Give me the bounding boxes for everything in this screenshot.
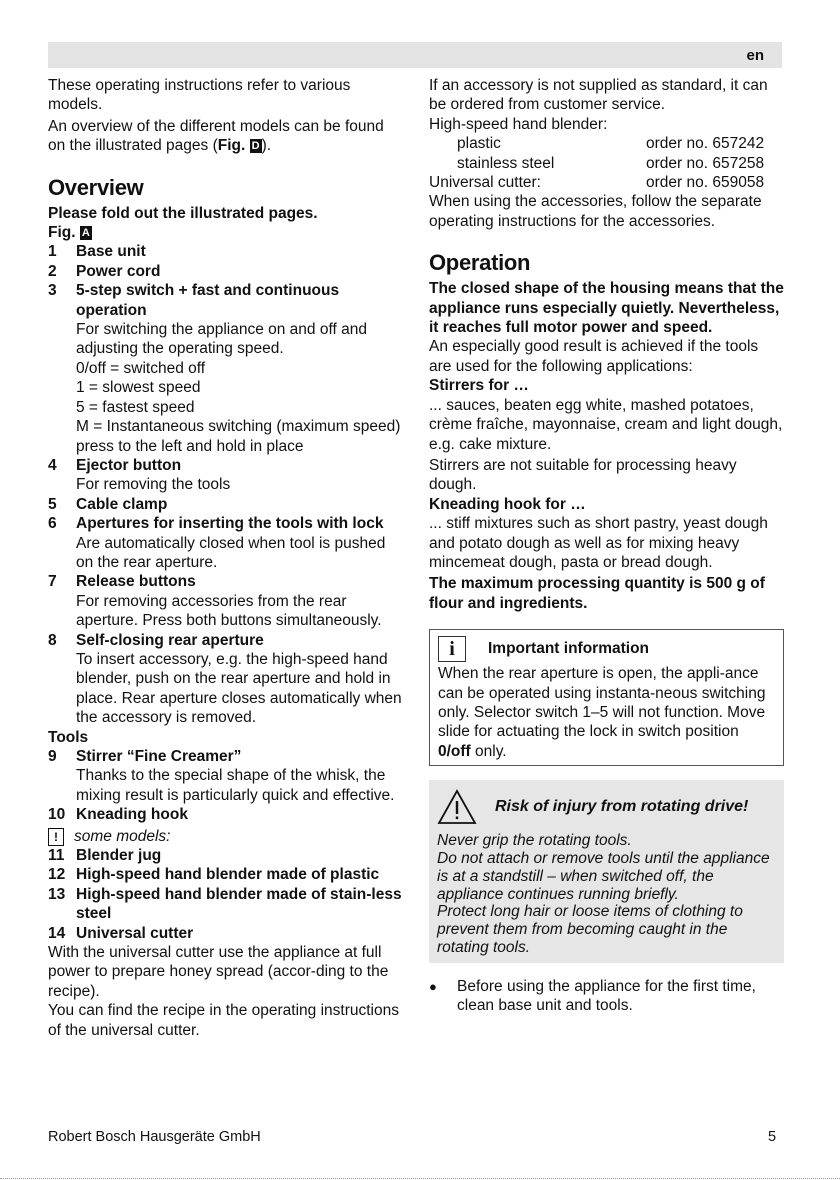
order-number: order no. 657242	[646, 135, 765, 153]
item-number: 10	[48, 806, 66, 824]
list-item	[48, 846, 404, 865]
item-title: 5-step switch + fast and continuous operation	[76, 282, 340, 319]
list-item	[48, 865, 404, 884]
item-description: 1 = slowest speed	[76, 379, 201, 397]
accessory-instructions-note: When using the accessories, follow the separate operating instructions for the accessories.	[429, 193, 762, 230]
right-column	[429, 76, 784, 1016]
list-item	[48, 456, 404, 495]
list-item	[48, 572, 404, 630]
item-description: Are automatically closed when tool is pushed on the rear aperture.	[76, 534, 386, 571]
list-item	[48, 885, 404, 924]
fold-out-note: Please fold out the illustrated pages.	[48, 204, 318, 222]
item-number: 1	[48, 243, 57, 261]
max-quantity-note: The maximum processing quantity is 500 g of flour and ingredients.	[429, 575, 765, 612]
order-item-label: stainless steel	[457, 154, 555, 172]
language-bar	[48, 42, 782, 68]
important-information-box	[429, 629, 784, 766]
stirrers-text: ... sauces, beaten egg white, mashed potatoes, crème fraîche, mayonnaise, cream and light dough, e.g. cake mixture.	[429, 396, 783, 453]
item-title: High-speed hand blender made of stain-less steel	[76, 885, 402, 923]
item-title: Self-closing rear aperture	[76, 631, 264, 649]
list-item	[48, 262, 404, 281]
item-description: Thanks to the special shape of the whisk, the mixing result is particularly quick and effective.	[76, 767, 395, 804]
kneading-text: ... stiff mixtures such as short pastry, yeast dough and potato dough as well as for mixing heavy mincemeat dough, pasta or bread dough.	[429, 515, 768, 571]
intro-paragraph: These operating instructions refer to various models.	[48, 77, 351, 114]
operation-intro-bold: The closed shape of the housing means that the appliance runs especially quietly. Nevertheless, it reaches full motor power and speed.	[429, 280, 784, 337]
stirrers-heading: Stirrers for …	[429, 377, 529, 395]
item-number: 4	[48, 456, 57, 474]
item-description: To insert accessory, e.g. the high-speed hand blender, push on the rear aperture and hold in place. Rear aperture closes automatically when the accessory is removed.	[76, 650, 402, 727]
exclamation-icon: !	[48, 828, 64, 846]
item-number: 6	[48, 515, 57, 533]
item-description: 5 = fastest speed	[76, 398, 195, 416]
item-title: Kneading hook	[76, 806, 188, 824]
item-description: For removing the tools	[76, 476, 231, 494]
operation-heading: Operation	[429, 250, 531, 276]
bullet-text: Before using the appliance for the first time, clean base unit and tools.	[457, 977, 756, 1015]
warning-text	[437, 832, 774, 957]
list-item	[48, 514, 404, 572]
tools-list	[48, 747, 404, 825]
left-column	[48, 76, 404, 1040]
hand-blender-label: High-speed hand blender:	[429, 115, 608, 133]
item-description: M = Instantaneous switching (maximum speed) press to the left and hold in place	[76, 418, 401, 455]
item-number: 14	[48, 924, 66, 942]
operation-intro: An especially good result is achieved if the tools are used for the following applications:	[429, 338, 759, 375]
overview-reference: An overview of the different models can be found on the illustrated pages (Fig. D ).	[48, 117, 384, 155]
accessory-order-note: If an accessory is not supplied as standard, it can be ordered from customer service.	[429, 77, 768, 114]
item-number: 13	[48, 885, 66, 903]
item-number: 11	[48, 847, 65, 865]
list-item	[48, 747, 404, 805]
info-text: When the rear aperture is open, the appli-ance can be operated using instanta-neous switching only. Selector switch 1–5 will not function. Move slide for actuating the lock in switch position 0/off only.	[438, 665, 766, 760]
warning-box	[429, 780, 784, 963]
page-number: 5	[768, 1129, 777, 1145]
tools-heading: Tools	[48, 728, 89, 746]
fig-reference: Fig. A	[48, 224, 90, 242]
order-item-label: Universal cutter:	[429, 174, 541, 192]
list-item	[48, 242, 404, 261]
item-number: 7	[48, 573, 57, 591]
warning-line: Never grip the rotating tools.	[437, 832, 632, 850]
warning-triangle-icon	[437, 789, 477, 825]
fig-letter-badge: D	[251, 140, 260, 153]
order-number: order no. 657258	[646, 154, 765, 172]
list-item	[48, 631, 404, 728]
warning-line: Do not attach or remove tools until the appliance is at a standstill – when switched off, the appliance continues running briefly.	[437, 849, 770, 903]
item-number: 5	[48, 495, 57, 513]
order-item-label: plastic	[457, 135, 501, 153]
overview-heading: Overview	[48, 174, 144, 200]
fig-letter-badge: A	[81, 227, 90, 240]
info-icon: i	[438, 636, 466, 662]
order-number: order no. 659058	[646, 174, 765, 192]
component-list	[48, 242, 404, 727]
bullet-item	[429, 977, 784, 1016]
item-title: Base unit	[76, 243, 146, 261]
item-title: Apertures for inserting the tools with lock	[76, 515, 384, 533]
item-description: For switching the appliance on and off and adjusting the operating speed.	[76, 321, 367, 358]
item-title: Universal cutter	[76, 924, 194, 942]
order-table	[429, 134, 784, 192]
some-models-note: ! some models:	[48, 827, 404, 846]
item-number: 3	[48, 282, 57, 300]
language-label: en	[746, 47, 764, 64]
item-number: 2	[48, 262, 57, 280]
item-description: For removing accessories from the rear aperture. Press both buttons simultaneously.	[76, 592, 382, 630]
item-title: Release buttons	[76, 573, 196, 591]
item-title: Blender jug	[76, 847, 162, 865]
info-title: Important information	[488, 640, 650, 658]
item-number: 12	[48, 866, 66, 884]
page-edge-divider	[0, 1178, 840, 1179]
warning-title: Risk of injury from rotating drive!	[495, 798, 749, 816]
list-item	[48, 281, 404, 456]
accessory-list	[48, 846, 404, 943]
list-item	[48, 805, 404, 824]
item-title: Power cord	[76, 262, 161, 280]
universal-cutter-note: With the universal cutter use the appliance at full power to prepare honey spread (accor-ding to the recipe).	[48, 944, 389, 1000]
item-number: 8	[48, 631, 57, 649]
item-title: Ejector button	[76, 456, 182, 474]
list-item	[48, 495, 404, 514]
kneading-heading: Kneading hook for …	[429, 495, 586, 513]
item-description: 0/off = switched off	[76, 359, 206, 377]
bullet-icon: ●	[429, 978, 437, 994]
item-number: 9	[48, 748, 57, 765]
item-title: Cable clamp	[76, 495, 168, 513]
item-title: High-speed hand blender made of plastic	[76, 866, 380, 884]
list-item	[48, 924, 404, 943]
footer-company: Robert Bosch Hausgeräte GmbH	[48, 1129, 261, 1145]
warning-line: Protect long hair or loose items of clothing to prevent them from becoming caught in the rotating tools.	[437, 903, 743, 956]
item-title: Stirrer “Fine Creamer”	[76, 748, 242, 765]
recipe-note: You can find the recipe in the operating instructions of the universal cutter.	[48, 1002, 399, 1039]
stirrers-note: Stirrers are not suitable for processing heavy dough.	[429, 456, 737, 494]
